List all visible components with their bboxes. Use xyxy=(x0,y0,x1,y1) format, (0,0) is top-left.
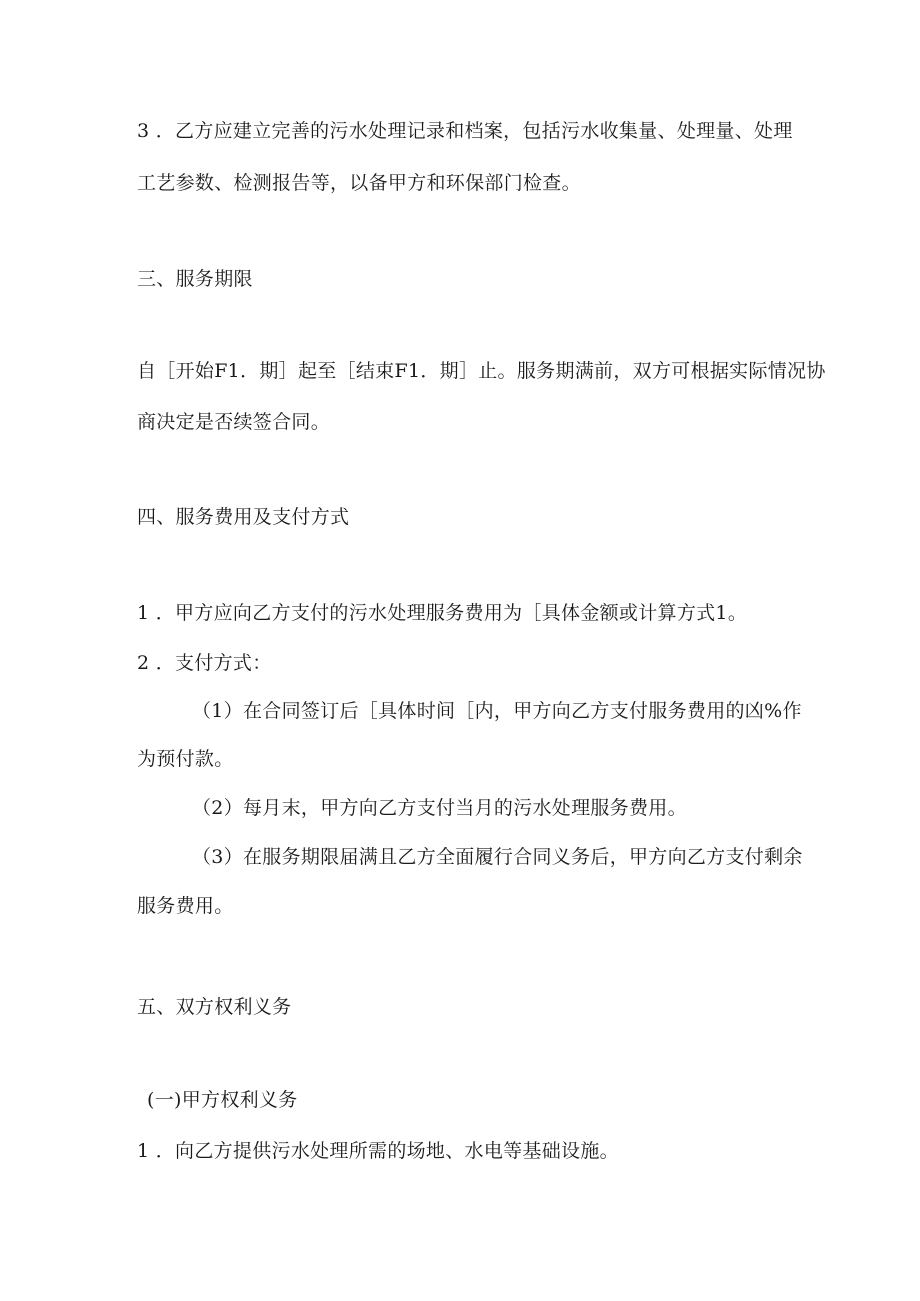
service-period-line-1: 自［开始F1．期］起至［结束F1．期］止。服务期满前，双方可根据实际情况协 xyxy=(137,360,826,382)
section-heading-fees-payment: 四、服务费用及支付方式 xyxy=(137,506,350,528)
payment-item-3-line-1: （3）在服务期限届满且乙方全面履行合同义务后，甲方向乙方支付剩余 xyxy=(192,846,803,868)
payment-item-1-line-1: （1）在合同签订后［具体时间［内，甲方向乙方支付服务费用的凶%作 xyxy=(192,700,802,722)
payment-item-2: （2）每月末，甲方向乙方支付当月的污水处理服务费用。 xyxy=(192,797,687,819)
subsection-heading-party-a: (一)甲方权利义务 xyxy=(147,1089,298,1111)
fees-clause-2: 2 ．支付方式： xyxy=(137,652,272,674)
service-period-line-2: 商决定是否续签合同。 xyxy=(137,411,331,433)
clause-3-line-1: 3 ．乙方应建立完善的污水处理记录和档案，包括污水收集量、处理量、处理 xyxy=(137,120,793,142)
clause-3-line-2: 工艺参数、检测报告等，以备甲方和环保部门检查。 xyxy=(137,172,581,194)
payment-item-3-line-2: 服务费用。 xyxy=(137,895,234,917)
party-a-clause-1: 1 ．向乙方提供污水处理所需的场地、水电等基础设施。 xyxy=(137,1140,619,1162)
section-heading-rights-obligations: 五、双方权利义务 xyxy=(137,996,292,1018)
fees-clause-1: 1 ．甲方应向乙方支付的污水处理服务费用为［具体金额或计算方式1。 xyxy=(137,602,748,624)
section-heading-service-period: 三、服务期限 xyxy=(137,268,253,290)
payment-item-1-line-2: 为预付款。 xyxy=(137,748,234,770)
